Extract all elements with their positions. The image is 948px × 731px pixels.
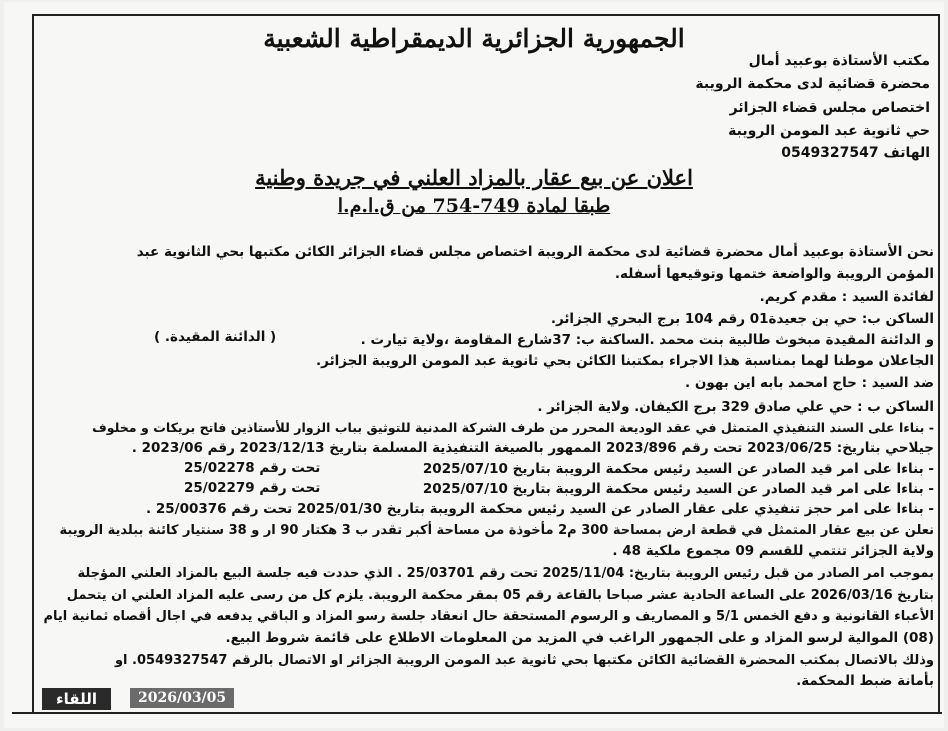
order-1: - بناءا على امر قيد الصادر عن السيد رئيس محكمة الرويبة بتاريخ 2025/07/10 — [422, 461, 934, 477]
beneficiary: لفائدة السيد : مقدم كريم. — [759, 289, 934, 305]
divider — [12, 712, 942, 714]
legal-basis-1: - بناءا على السند التنفيذي المتمثل في عقد الوديعة المحرر من طرف الشركة المدنية للتوثيق بباب الزوار للأستاذين فاتح بريكات و مخلوف — [92, 420, 934, 435]
notice-title: اعلان عن بيع عقار بالمزاد العلني في جريدة وطنية — [255, 165, 693, 190]
office-line-1: مكتب الأستاذة بوعبيد أمال — [748, 53, 930, 69]
contact-info-cont: بأمانة ضبط المحكمة. — [796, 673, 934, 689]
newspaper-name: اللقاء — [42, 688, 111, 710]
against-party: ضد السيد : حاج امحمد بابه اين بهون . — [684, 375, 934, 391]
office-phone: الهاتف 0549327547 — [781, 145, 930, 161]
body-line-1: نحن الأستاذة بوعبيد أمال محضرة قضائية لدى محكمة الرويبة اختصاص مجلس قضاء الجزائر الكائن مكتبها بحي الثانوية عبد — [136, 244, 934, 260]
republic-title: الجمهورية الجزائرية الديمقراطية الشعبية — [263, 24, 685, 53]
office-line-2: محضرة قضائية لدى محكمة الرويبة — [695, 76, 930, 92]
hearing-order: بموجب امر الصادر من قبل رئيس الرويبة بتاريخ: 2025/11/04 تحت رقم 25/03701 . الذي حددت فيه جلسة البيع بالمزاد العلني المؤجلة — [77, 566, 934, 581]
sale-announcement: نعلن عن بيع عقار المتمثل في قطعة ارض بمساحة 300 م2 مأخوذة من مساحة أكبر تقدر ب 3 هكتار 90 ار و 38 سنتيار كائنة ببلدية الرويبة — [59, 523, 934, 538]
publication-date: 2026/03/05 — [130, 688, 234, 708]
order-2: - بناءا على امر قيد الصادر عن السيد رئيس محكمة الرويبة بتاريخ 2025/07/10 — [422, 481, 934, 497]
order-2-number: تحت رقم 25/02279 — [184, 480, 321, 496]
hearing-date: بتاريخ 2026/03/16 على الساعة الحادية عشر صباحا بالقاعة رقم 05 بمقر محكمة الرويبة. يلزم كل من رسى عليه المزاد العلني ان يتحمل — [66, 588, 934, 603]
office-line-3: اختصاص مجلس قضاء الجزائر — [729, 100, 930, 116]
order-3: - بناءا على امر حجز تنفيذي على عقار الصادر عن السيد رئيس محكمة الرويبة بتاريخ 2025/01/30 تحت رقم 25/00376 . — [146, 501, 934, 517]
beneficiary-address: الساكن ب: حي بن جعيدة01 رقم 104 برج البحري الجزائر. — [550, 311, 934, 327]
against-address: الساكن ب : حي علي صادق 329 برج الكيفان. ولاية الجزائر . — [537, 399, 934, 415]
notice-legal-basis: طبقا لمادة 749-754 من ق.ا.م.ا — [337, 195, 611, 217]
charges-cont: (08) الموالية لرسو المزاد و على الجمهور الراغب في المزيد من المعلومات الاطلاع على قائمة شروط البيع. — [225, 630, 934, 646]
legal-basis-1-cont: جيلاحي بتاريخ: 2023/06/25 تحت رقم 2023/896 الممهور بالصيغة التنفيذية المسلمة بتاريخ 2023/12/13 رقم 2023/06 . — [131, 440, 934, 456]
order-1-number: تحت رقم 25/02278 — [184, 460, 321, 476]
creditor-note: ( الدائنة المقيدة. ) — [154, 329, 277, 345]
domicile: الجاعلان موطنا لهما بمناسبة هذا الاجراء بمكتبنا الكائن بحي ثانوية عبد المومن الرويبة الجزائر. — [316, 353, 934, 369]
sale-section: ولاية الجزائر تنتمي للقسم 09 مجموع ملكية 48 . — [612, 543, 934, 559]
charges: الأعباء القانونية و دفع الخمس 5/1 و المصاريف و الرسوم المستحقة حال انعقاد جلسة رسو المزاد و الباقي يدفعه في اجال أقصاه ثمانية ايام — [43, 609, 934, 624]
creditor: و الدائنة المقيدة مبخوث طالبية بنت محمد .الساكنة ب: 37شارع المقاومة ،ولاية تيارت . — [360, 332, 934, 348]
office-line-4: حي ثانوية عبد المومن الرويبة — [728, 123, 930, 139]
body-line-2: المؤمن الرويبة والواضعة ختمها وتوقيعها أسفله. — [614, 266, 934, 282]
newspaper-page — [4, 2, 944, 728]
contact-info: وذلك بالاتصال بمكتب المحضرة القضائية الكائن مكتبها بحي ثانوية عبد المومن الرويبة الجزائر او الاتصال بالرقم 0549327547. او — [114, 653, 934, 668]
